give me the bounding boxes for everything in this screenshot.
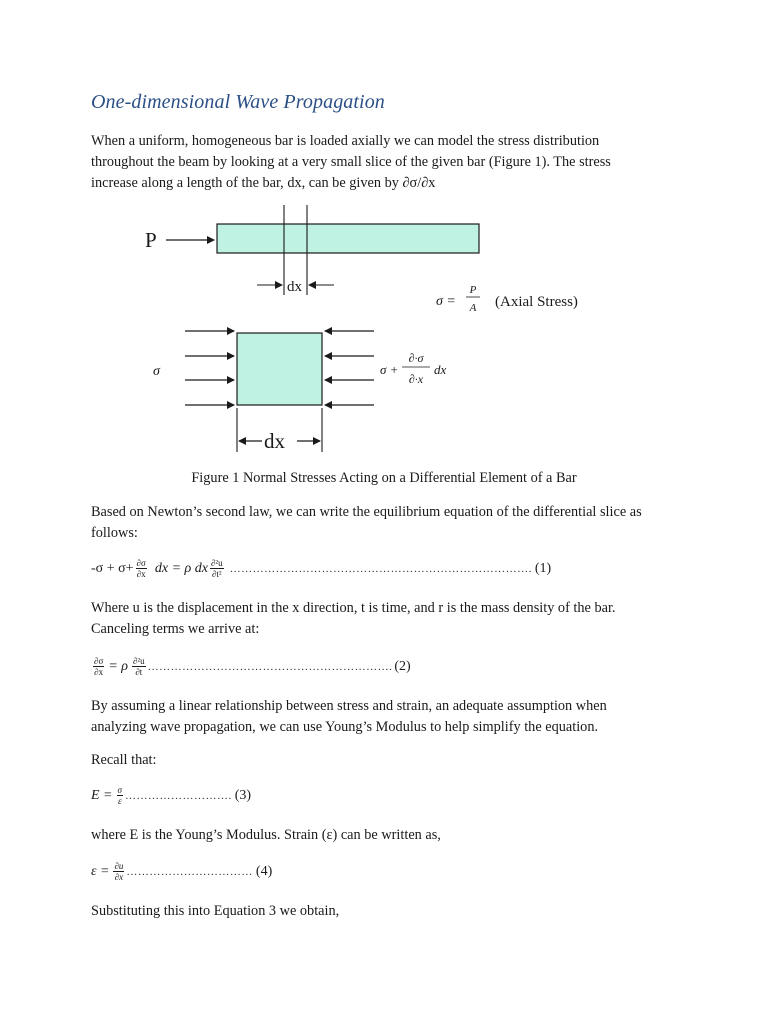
eq1-frac1-den: ∂x — [136, 569, 146, 579]
axial-stress-lhs: σ = — [436, 294, 456, 309]
eq4-fraction — [113, 861, 124, 882]
right-stress-suffix: dx — [434, 362, 447, 377]
eq3-number: (3) — [234, 787, 252, 803]
newton-line: follows: — [91, 525, 138, 541]
eq2-dots: ………………………………………………………. — [147, 660, 393, 673]
eq3-fraction — [117, 785, 123, 806]
equation-2 — [91, 656, 411, 677]
eq4-lhs: ε = — [91, 863, 110, 879]
eq2-fraction-1 — [93, 656, 104, 677]
eq1-dots: ……………………………………………………………………. — [229, 562, 532, 575]
page-title: One-dimensional Wave Propagation — [91, 91, 385, 113]
eq3-dots: ………………………. — [124, 789, 232, 802]
eq2-fraction-2 — [132, 656, 146, 677]
intro-line: increase along a length of the bar, dx, can be given by ∂σ/∂x — [91, 175, 436, 191]
equation-1 — [91, 558, 551, 579]
eq4-dots: …………………………… — [126, 865, 253, 878]
where-u-line: Canceling terms we arrive at: — [91, 621, 260, 637]
eq1-frac2-den: ∂t² — [211, 569, 222, 579]
eq1-mid: dx = ρ dx — [154, 560, 208, 576]
eq1-prefix: -σ + σ+ — [91, 560, 134, 576]
equation-4 — [91, 861, 272, 882]
bar-rect — [217, 224, 479, 253]
right-stress-num: ∂·σ — [408, 351, 424, 365]
eq1-frac1-num: ∂σ — [136, 558, 146, 568]
eq1-fraction-2 — [210, 558, 224, 579]
where-u-line: Where u is the displacement in the x direction, t is time, and r is the mass density of the bar. — [91, 600, 616, 616]
eq2-frac2-den: ∂t — [135, 667, 143, 677]
right-stress-arrows — [325, 331, 374, 405]
element-rect — [237, 333, 322, 405]
right-stress-den: ∂·x — [408, 372, 424, 386]
eq2-mid: = ρ — [108, 658, 128, 674]
eq2-number: (2) — [394, 658, 411, 674]
eq2-frac2-num: ∂²u — [132, 656, 145, 666]
right-stress-prefix: σ + — [380, 362, 399, 377]
dx-top-label: dx — [287, 279, 302, 295]
eq2-frac1-den: ∂x — [94, 667, 104, 677]
dx-bottom-label: dx — [264, 429, 285, 453]
where-u-paragraph — [91, 598, 691, 640]
linear-line: analyzing wave propagation, we can use Young’s Modulus to help simplify the equation. — [91, 719, 599, 735]
axial-stress-num: P — [469, 284, 477, 296]
substituting-text: Substituting this into Equation 3 we obtain, — [91, 903, 340, 919]
equation-3 — [91, 785, 251, 806]
eq1-fraction-1 — [136, 558, 147, 579]
newton-paragraph — [91, 502, 691, 544]
where-e-text: where E is the Young’s Modulus. Strain (ε) can be written as, — [91, 827, 441, 843]
figure-1-diagram — [0, 0, 768, 470]
eq3-num: σ — [117, 785, 122, 795]
eq3-den: ε — [117, 796, 122, 806]
newton-line: Based on Newton’s second law, we can write the equilibrium equation of the differential slice as — [91, 504, 642, 520]
intro-line: When a uniform, homogeneous bar is loaded axially we can model the stress distribution — [91, 133, 600, 149]
eq2-frac1-num: ∂σ — [94, 656, 104, 666]
recall-text: Recall that: — [91, 752, 157, 768]
eq4-number: (4) — [255, 863, 273, 879]
axial-stress-den: A — [469, 302, 477, 314]
eq4-den: ∂x — [114, 872, 124, 882]
eq1-number: (1) — [534, 560, 552, 576]
eq1-frac2-num: ∂²u — [210, 558, 223, 568]
linear-paragraph — [91, 696, 691, 738]
left-stress-label: σ — [153, 364, 160, 379]
intro-line: throughout the beam by looking at a very small slice of the given bar (Figure 1). The stress — [91, 154, 611, 170]
load-label: P — [145, 228, 157, 252]
linear-line: By assuming a linear relationship between stress and strain, an adequate assumption when — [91, 698, 607, 714]
eq3-lhs: E = — [91, 787, 113, 803]
left-stress-arrows — [185, 331, 234, 405]
axial-stress-label: (Axial Stress) — [495, 294, 578, 310]
figure-caption: Figure 1 Normal Stresses Acting on a Differential Element of a Bar — [191, 470, 577, 486]
eq4-num: ∂u — [114, 861, 124, 871]
